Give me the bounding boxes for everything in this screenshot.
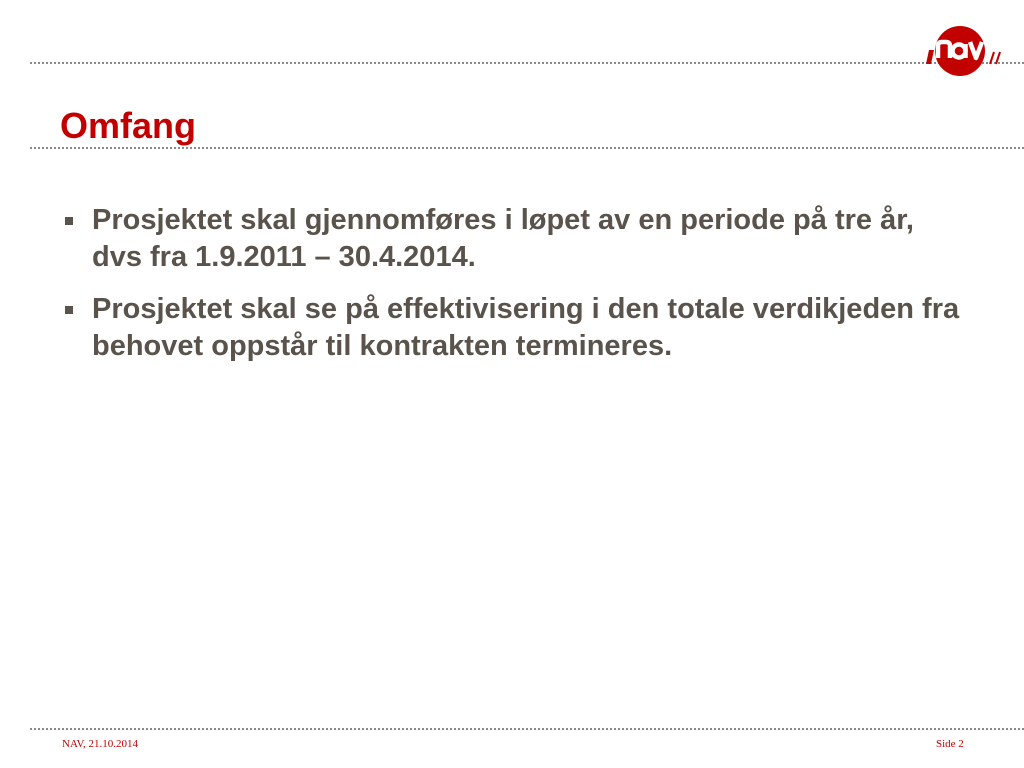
bullet-list	[62, 202, 962, 380]
footer-divider	[30, 728, 1024, 730]
nav-logo	[922, 24, 1006, 78]
bullet-item	[62, 202, 962, 276]
slide-title: Omfang	[60, 104, 200, 147]
footer-date: NAV, 21.10.2014	[62, 738, 138, 750]
square-bullet-icon	[65, 306, 73, 314]
header-divider	[30, 62, 1024, 64]
square-bullet-icon	[65, 217, 73, 225]
bullet-text: Prosjektet skal se på effektivisering i den totale verdikjeden fra behovet oppstår til kontrakten termineres.	[92, 293, 960, 362]
bullet-item	[62, 291, 962, 365]
title-divider	[30, 147, 1024, 149]
bullet-text: Prosjektet skal gjennomføres i løpet av en periode på tre år, dvs fra 1.9.2011 – 30.4.2014.	[92, 204, 914, 273]
footer-page-number: Side 2	[936, 738, 964, 750]
